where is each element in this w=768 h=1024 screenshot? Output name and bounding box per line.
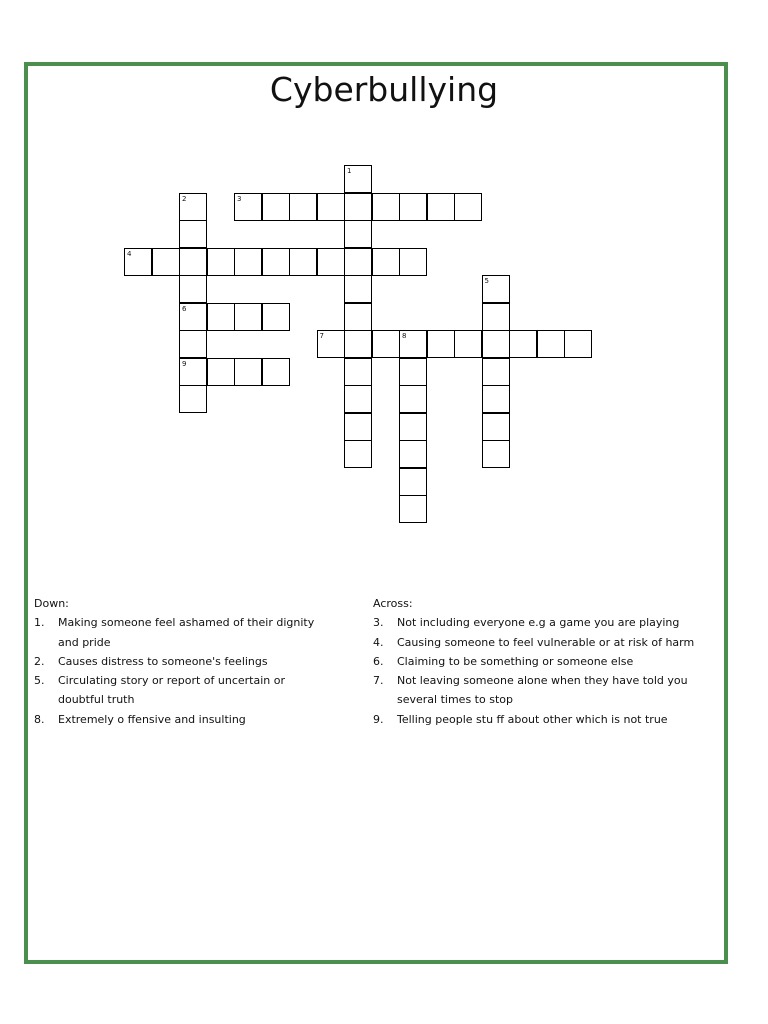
grid-cell[interactable] <box>124 248 152 276</box>
down-clue <box>34 613 334 652</box>
across-clue <box>373 671 703 710</box>
grid-cell[interactable] <box>344 385 372 413</box>
grid-cell[interactable] <box>344 275 372 303</box>
grid-cell[interactable] <box>262 358 290 386</box>
clue-number: 6. <box>373 654 384 668</box>
grid-cell[interactable] <box>454 193 482 221</box>
down-heading: Down: <box>34 597 69 610</box>
grid-cell[interactable] <box>207 248 235 276</box>
clue-number: 8. <box>34 712 45 726</box>
clue-number: 2. <box>34 654 45 668</box>
across-heading: Across: <box>373 597 413 610</box>
cell-number: 5 <box>484 277 489 285</box>
grid-cell[interactable] <box>482 303 510 331</box>
grid-cell[interactable] <box>344 165 372 193</box>
grid-cell[interactable] <box>317 248 345 276</box>
grid-cell[interactable] <box>179 220 207 248</box>
down-clue <box>34 671 334 710</box>
grid-cell[interactable] <box>179 358 207 386</box>
grid-cell[interactable] <box>482 358 510 386</box>
grid-cell[interactable] <box>262 193 290 221</box>
clue-number: 7. <box>373 674 384 688</box>
across-clue <box>373 652 703 671</box>
grid-cell[interactable] <box>262 303 290 331</box>
grid-cell[interactable] <box>344 413 372 441</box>
clue-number: 9. <box>373 712 384 726</box>
grid-cell[interactable] <box>179 193 207 221</box>
grid-cell[interactable] <box>372 330 400 358</box>
grid-cell[interactable] <box>179 303 207 331</box>
across-clue <box>373 613 703 632</box>
grid-cell[interactable] <box>289 248 317 276</box>
grid-cell[interactable] <box>427 330 455 358</box>
grid-cell[interactable] <box>344 193 372 221</box>
grid-cell[interactable] <box>207 358 235 386</box>
down-clues <box>34 594 334 729</box>
grid-cell[interactable] <box>537 330 565 358</box>
grid-cell[interactable] <box>399 330 427 358</box>
grid-cell[interactable] <box>399 440 427 468</box>
grid-cell[interactable] <box>344 440 372 468</box>
grid-cell[interactable] <box>344 220 372 248</box>
across-clue <box>373 710 703 729</box>
grid-cell[interactable] <box>399 495 427 523</box>
down-clue <box>34 652 334 671</box>
cell-number: 2 <box>182 194 187 203</box>
grid-cell[interactable] <box>509 330 537 358</box>
clue-text: Making someone feel ashamed of their dignity and pride <box>58 616 315 649</box>
grid-cell[interactable] <box>344 303 372 331</box>
grid-cell[interactable] <box>482 330 510 358</box>
clue-text: Not leaving someone alone when they have told you several times to stop <box>397 674 688 707</box>
grid-cell[interactable] <box>399 413 427 441</box>
grid-cell[interactable] <box>372 193 400 221</box>
clue-text: Telling people stu ff about other which is not true <box>397 712 668 726</box>
cell-number: 8 <box>402 332 407 340</box>
grid-cell[interactable] <box>344 330 372 358</box>
down-clue <box>34 710 334 729</box>
clue-number: 1. <box>34 616 45 630</box>
grid-cell[interactable] <box>454 330 482 358</box>
clue-text: Causing someone to feel vulnerable or at risk of harm <box>397 635 695 649</box>
clue-text: Claiming to be something or someone else <box>397 654 634 668</box>
clue-text: Not including everyone e.g a game you are playing <box>397 616 680 630</box>
grid-cell[interactable] <box>482 275 510 303</box>
clue-text: Circulating story or report of uncertain or doubtful truth <box>58 674 286 707</box>
grid-cell[interactable] <box>344 358 372 386</box>
grid-cell[interactable] <box>427 193 455 221</box>
grid-cell[interactable] <box>179 248 207 276</box>
grid-cell[interactable] <box>234 358 262 386</box>
grid-cell[interactable] <box>262 248 290 276</box>
grid-cell[interactable] <box>564 330 592 358</box>
cell-number: 1 <box>347 167 352 175</box>
grid-cell[interactable] <box>317 193 345 221</box>
across-clues <box>373 594 703 729</box>
grid-cell[interactable] <box>399 468 427 496</box>
grid-cell[interactable] <box>482 440 510 468</box>
grid-cell[interactable] <box>372 248 400 276</box>
clue-number: 5. <box>34 674 45 688</box>
grid-cell[interactable] <box>179 330 207 358</box>
grid-cell[interactable] <box>317 330 345 358</box>
grid-cell[interactable] <box>234 303 262 331</box>
grid-cell[interactable] <box>207 303 235 331</box>
clue-text: Causes distress to someone's feelings <box>58 654 268 668</box>
grid-cell[interactable] <box>399 193 427 221</box>
cell-number: 6 <box>182 304 187 313</box>
grid-cell[interactable] <box>482 385 510 413</box>
grid-cell[interactable] <box>344 248 372 276</box>
grid-cell[interactable] <box>234 248 262 276</box>
cell-number: 9 <box>182 359 187 368</box>
grid-cell[interactable] <box>289 193 317 221</box>
clue-number: 3. <box>373 616 384 630</box>
cell-number: 3 <box>237 194 242 203</box>
cell-number: 4 <box>127 249 132 258</box>
cell-number: 7 <box>319 332 324 340</box>
grid-cell[interactable] <box>399 248 427 276</box>
clue-number: 4. <box>373 635 384 649</box>
grid-cell[interactable] <box>179 385 207 413</box>
puzzle-title: Cyberbullying <box>269 70 499 109</box>
grid-cell[interactable] <box>399 358 427 386</box>
grid-cell[interactable] <box>179 275 207 303</box>
clue-text: Extremely o ffensive and insulting <box>58 712 246 726</box>
grid-cell[interactable] <box>152 248 180 276</box>
grid-cell[interactable] <box>482 413 510 441</box>
across-clue <box>373 633 703 652</box>
grid-cell[interactable] <box>399 385 427 413</box>
grid-cell[interactable] <box>234 193 262 221</box>
